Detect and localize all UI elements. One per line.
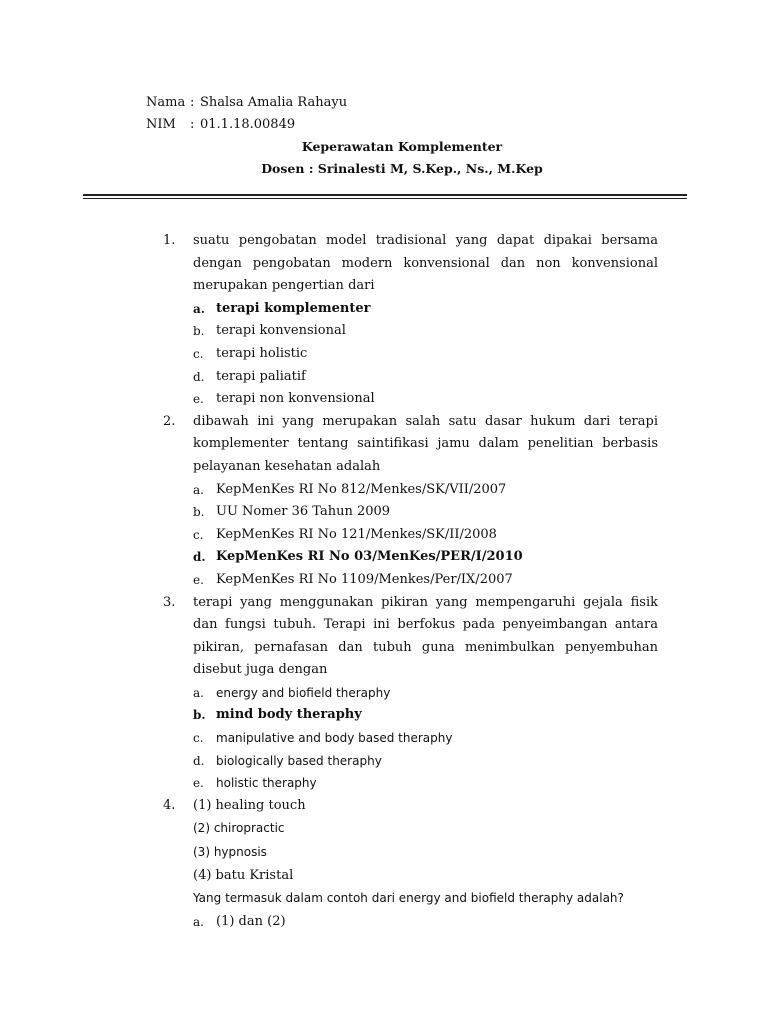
- name-value: Shalsa Amalia Rahayu: [200, 95, 348, 110]
- question-2: [163, 411, 658, 592]
- course-title: Keperawatan Komplementer: [301, 139, 503, 154]
- option-text: KepMenKes RI No 121/Menkes/SK/II/2008: [216, 526, 497, 542]
- option-letter: b.: [193, 324, 205, 339]
- option-a: [193, 682, 658, 705]
- question-1: [163, 230, 658, 411]
- question-text: dibawah ini yang merupakan salah satu dasar hukum dari terapi komplementer tentang saintifikasi jamu dalam penelitian berbasis pelayanan kesehatan adalah: [193, 413, 658, 474]
- question-3: [163, 592, 658, 795]
- option-letter: a.: [193, 301, 205, 316]
- option-letter: a.: [193, 685, 204, 700]
- option-text: energy and biofield theraphy: [216, 685, 391, 700]
- nim-row: [146, 114, 347, 136]
- option-letter: b.: [193, 505, 205, 520]
- option-letter: d.: [193, 369, 205, 384]
- question-body: [193, 230, 658, 411]
- option-c: [193, 524, 658, 547]
- name-label: Nama: [146, 95, 186, 110]
- option-d: [193, 750, 658, 773]
- statement-text: (1) healing touch: [193, 797, 306, 813]
- option-text: mind body theraphy: [216, 707, 362, 723]
- question-body: [193, 592, 658, 795]
- option-text: terapi konvensional: [216, 323, 346, 339]
- student-identity: [146, 92, 347, 136]
- option-text: KepMenKes RI No 812/Menkes/SK/VII/2007: [216, 481, 507, 497]
- option-e: [193, 772, 658, 795]
- option-text: manipulative and body based theraphy: [216, 731, 453, 746]
- option-letter: a.: [193, 914, 204, 929]
- statement-text: (4) batu Kristal: [193, 867, 294, 883]
- option-a: [193, 479, 658, 502]
- option-letter: e.: [193, 572, 204, 587]
- prompt-text: Yang termasuk dalam contoh dari energy and biofield theraphy adalah?: [193, 891, 624, 906]
- option-letter: d.: [193, 550, 206, 565]
- statement-text: (2) chiropractic: [193, 821, 285, 836]
- statement-text: (3) hypnosis: [193, 845, 267, 860]
- option-d: [193, 546, 658, 569]
- option-c: [193, 343, 658, 366]
- option-letter: c.: [193, 527, 204, 542]
- option-a: [193, 911, 658, 934]
- nim-label: NIM: [146, 117, 176, 132]
- question-text: terapi yang menggunakan pikiran yang mempengaruhi gejala fisik dan fungsi tubuh. Terapi ini berfokus pada penyeimbangan antara pikiran, pernafasan dan tubuh guna menimbulkan penyembuhan disebut juga dengan: [193, 594, 658, 678]
- name-separator: :: [190, 95, 195, 110]
- option-e: [193, 569, 658, 592]
- option-text: terapi komplementer: [216, 300, 371, 316]
- question-body: [193, 411, 658, 592]
- question-list: [163, 230, 658, 933]
- question-body: [193, 795, 658, 934]
- option-letter: e.: [193, 392, 204, 407]
- question-number: 1.: [163, 233, 176, 248]
- nim-separator: :: [190, 117, 195, 132]
- option-text: terapi holistic: [216, 345, 308, 361]
- option-text: terapi paliatif: [216, 368, 306, 384]
- option-text: terapi non konvensional: [216, 391, 375, 407]
- question-number: 4.: [163, 797, 176, 813]
- option-letter: b.: [193, 708, 206, 723]
- statement-item-3: [193, 841, 658, 865]
- question-number: 3.: [163, 594, 176, 610]
- question-prompt: [193, 887, 658, 911]
- question-4: [163, 795, 658, 934]
- option-letter: c.: [193, 346, 204, 361]
- option-d: [193, 366, 658, 389]
- option-text: KepMenKes RI No 1109/Menkes/Per/IX/2007: [216, 571, 513, 587]
- statement-item-2: [193, 817, 658, 841]
- option-b: [193, 320, 658, 343]
- statement-item-1: [193, 795, 658, 818]
- option-text: UU Nomer 36 Tahun 2009: [216, 504, 391, 520]
- question-text: suatu pengobatan model tradisional yang dapat dipakai bersama dengan pengobatan modern konvensional dan non konvensional merupakan pengertian dari: [193, 233, 658, 294]
- option-letter: e.: [193, 776, 204, 791]
- option-text: holistic theraphy: [216, 776, 317, 791]
- name-row: [146, 92, 347, 114]
- header-divider-thin: [83, 198, 687, 199]
- option-letter: a.: [193, 482, 204, 497]
- statement-item-4: [193, 865, 658, 888]
- option-b: [193, 501, 658, 524]
- option-text: (1) dan (2): [216, 913, 286, 929]
- header-divider-thick: [83, 194, 687, 196]
- option-text: biologically based theraphy: [216, 753, 382, 768]
- nim-value: 01.1.18.00849: [200, 117, 296, 132]
- option-letter: d.: [193, 753, 205, 768]
- lecturer-line: Dosen : Srinalesti M, S.Kep., Ns., M.Kep: [261, 161, 543, 176]
- option-b: [193, 704, 658, 727]
- option-e: [193, 388, 658, 411]
- option-a: [193, 298, 658, 321]
- option-letter: c.: [193, 731, 204, 746]
- question-number: 2.: [163, 413, 176, 429]
- option-c: [193, 727, 658, 750]
- option-text: KepMenKes RI No 03/MenKes/PER/I/2010: [216, 549, 523, 565]
